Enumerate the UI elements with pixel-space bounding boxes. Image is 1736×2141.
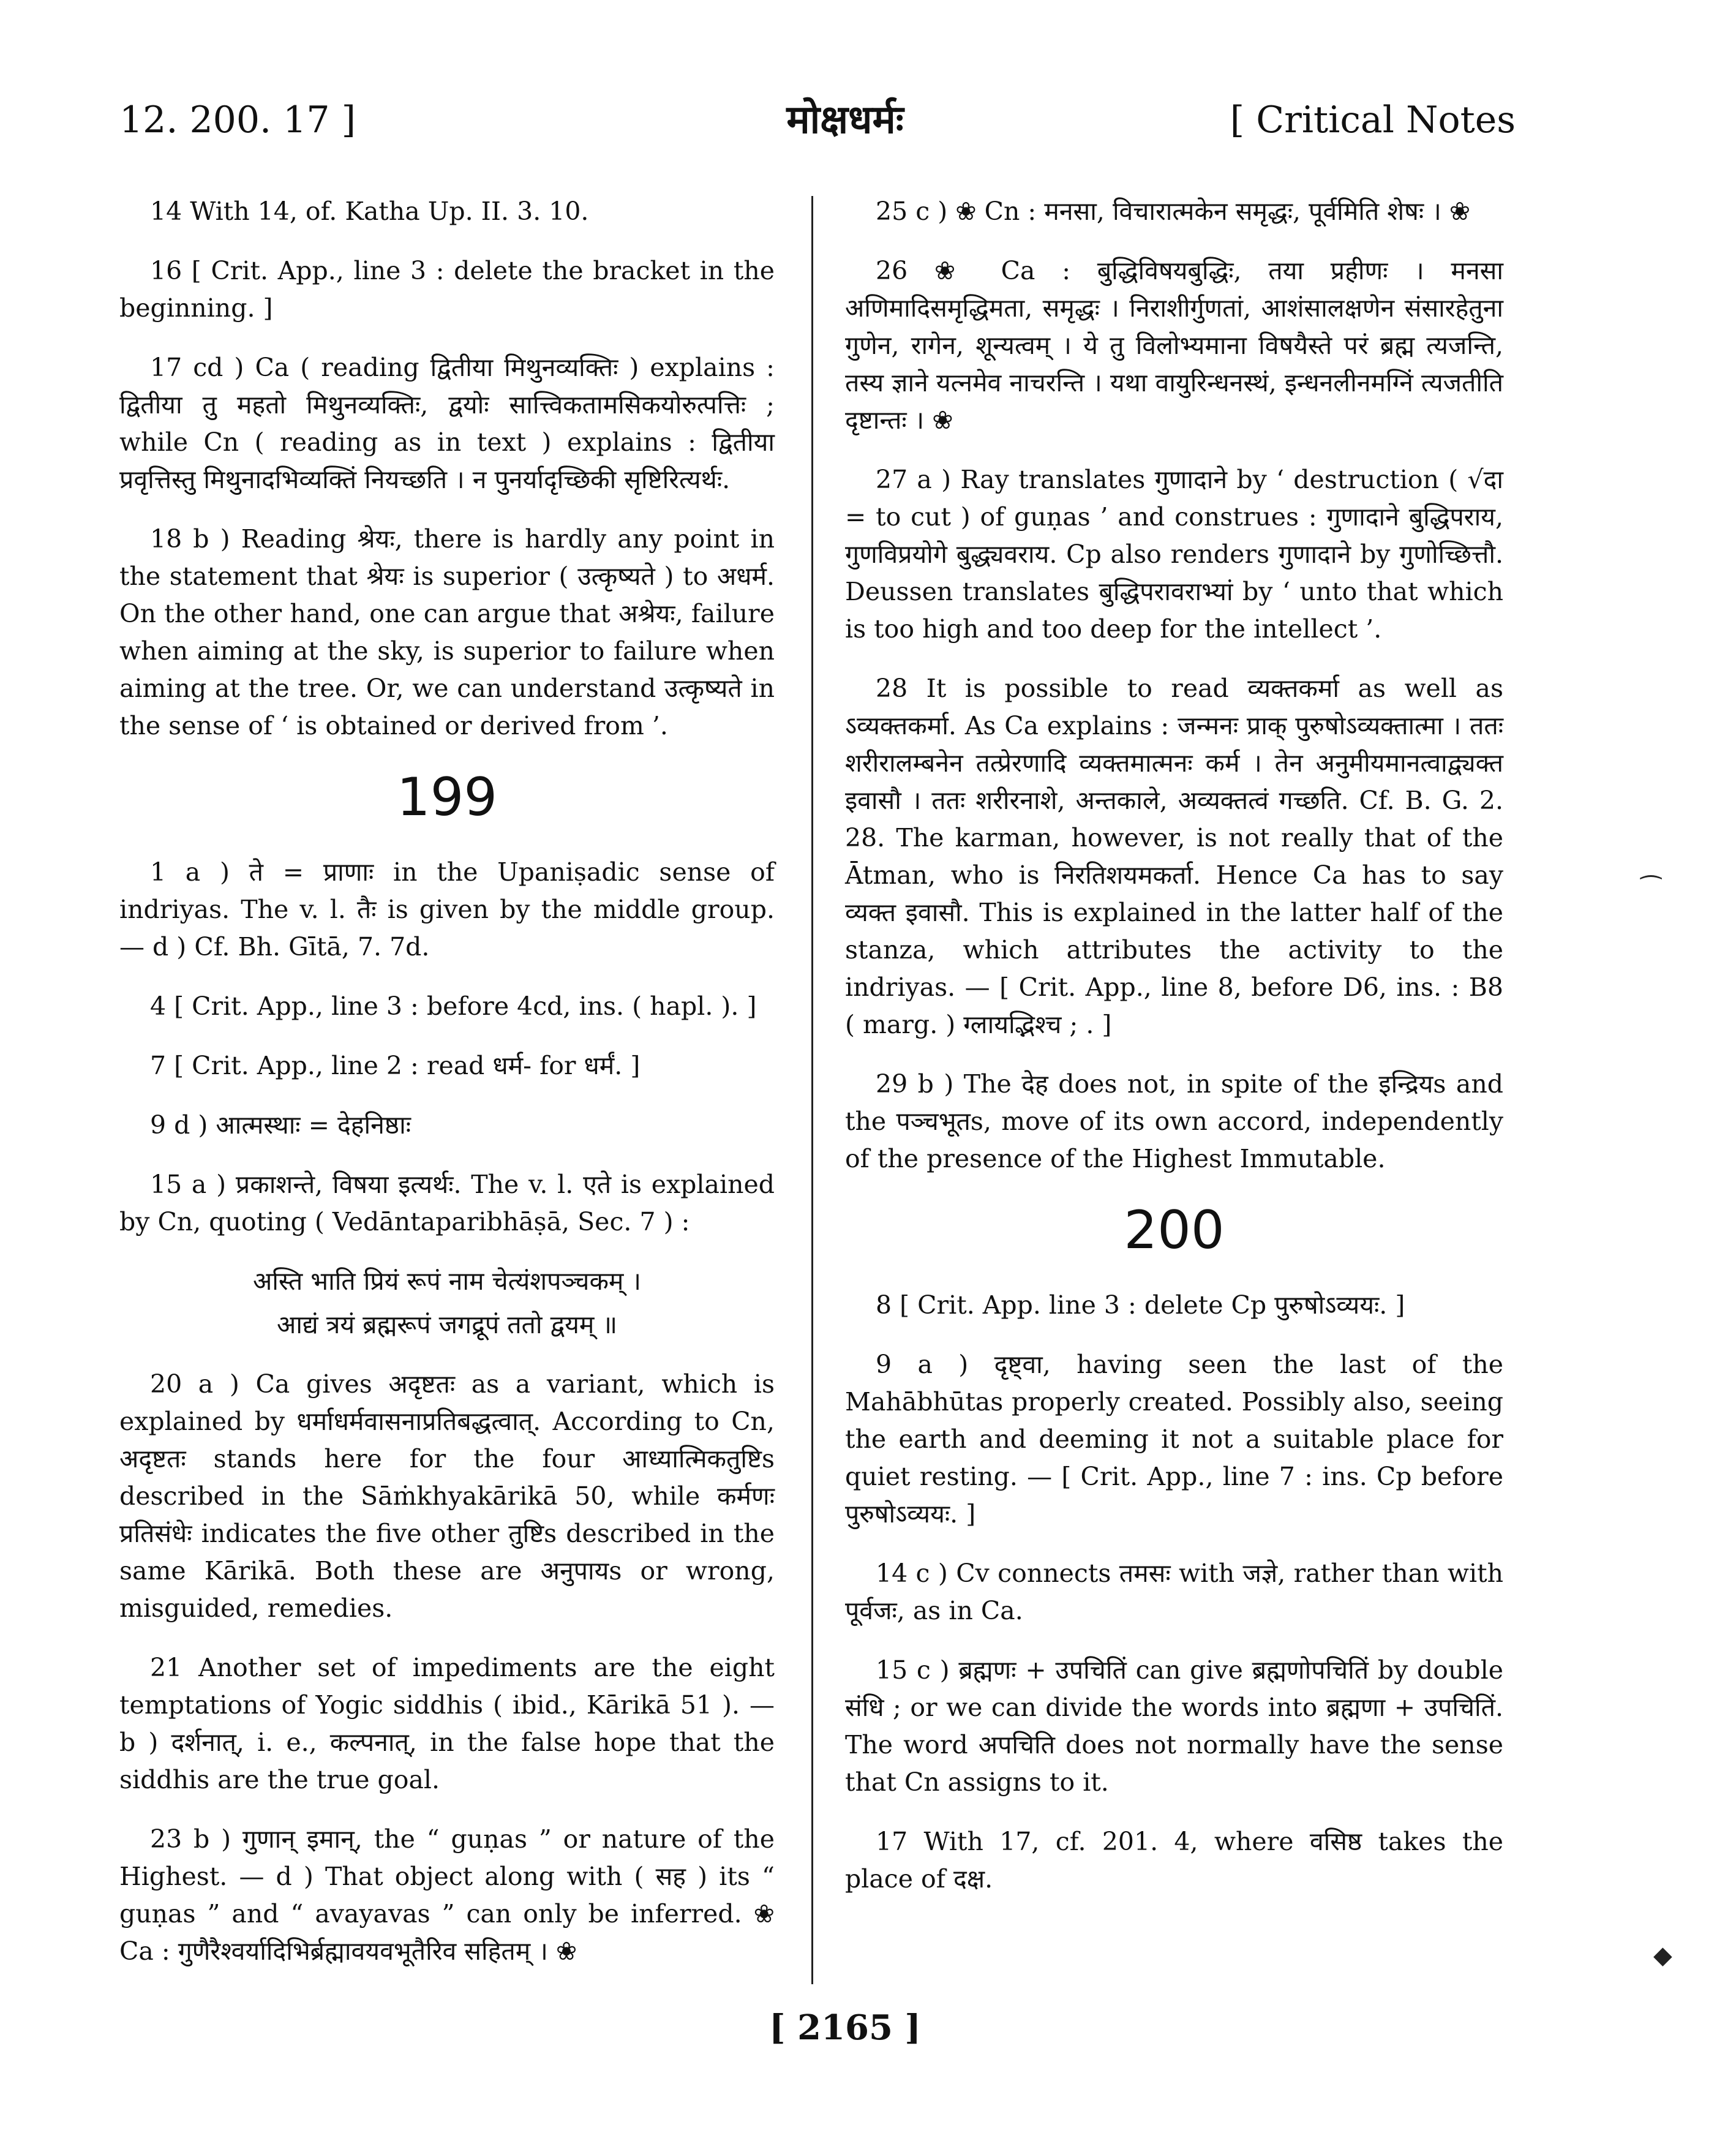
left-note: 18 b ) Reading श्रेयः, there is hardly any point in the statement that श्रेयः is superior ( उत्कृष्यते ) to अधर्म. On the other hand, one can argue that अश्रेयः, failure when aiming at the sky, is superior to failure when aiming at the tree. Or, we can understand उत्कृष्यते in the sense of ‘ is obtained or derived from ’.	[119, 524, 775, 740]
left-column	[119, 193, 775, 1992]
right-note: 9 a ) दृष्ट्वा, having seen the last of the Mahābhūtas properly created. Possibly also, seeing the earth and deeming it not a suitable place for quiet resting. — [ Crit. App., line 7 : ins. Cp before पुरुषोऽव्ययः. ]	[845, 1350, 1503, 1529]
left-note: 20 a ) Ca gives अदृष्टतः as a variant, which is explained by धर्माधर्मवासनाप्रतिबद्धत्वात्. According to Cn, अदृष्टतः stands here for the four आध्यात्मिकतुष्टिs described in the Sāṁkhyakārikā 50, while कर्मणः प्रतिसंधेः indicates the five other तुष्टिs described in the same Kārikā. Both these are अनुपायs or wrong, misguided, remedies.	[119, 1369, 775, 1623]
left-note: 9 d ) आत्मस्थाः = देहनिष्ठाः	[150, 1110, 411, 1140]
left-note: 1 a ) ते = प्राणाः in the Upaniṣadic sense of indriyas. The v. l. तैः is given by the middle group. — d ) Cf. Bh. Gītā, 7. 7d.	[119, 857, 775, 961]
margin-mark: ⁀	[1641, 876, 1661, 904]
right-note: 28 It is possible to read व्यक्तकर्मा as well as ऽव्यक्तकर्मा. As Ca explains : जन्मनः प्राक् पुरुषोऽव्यक्तात्मा । ततः शरीरालम्बनेन तत्प्रेरणादि व्यक्तमात्मनः कर्म । तेन अनुमीयमानत्वाद्व्यक्त इवासौ । ततः शरीरनाशे, अन्तकाले, अव्यक्तत्वं गच्छति. Cf. B. G. 2. 28. The karman, however, is not really that of the Ātman, who is निरतिशयमकर्ता. Hence Ca has to say व्यक्त इवासौ. This is explained in the latter half of the stanza, which attributes the activity to the indriyas. — [ Crit. App., line 8, before D6, ins. : B8 ( marg. ) ग्लायद्भिश्च ; . ]	[845, 674, 1503, 1039]
running-head-section: [ Critical Notes	[1230, 99, 1516, 141]
left-note: 21 Another set of impediments are the eight temptations of Yogic siddhis ( ibid., Kārikā 51 ). — b ) दर्शनात्, i. e., कल्पनात्, in the false hope that the siddhis are the true goal.	[119, 1653, 775, 1794]
left-verse	[119, 1263, 775, 1344]
right-note: 17 With 17, cf. 201. 4, where वसिष्ठ takes the place of दक्ष.	[845, 1827, 1503, 1894]
left-note: 15 a ) प्रकाशन्ते, विषया इत्यर्थः. The v. l. एते is explained by Cn, quoting ( Vedāntaparibhāṣā, Sec. 7 ) :	[119, 1170, 775, 1236]
margin-mark: ◆	[1653, 1941, 1672, 1970]
section-heading: 199	[396, 767, 498, 828]
right-note: 29 b ) The देह does not, in spite of the इन्द्रियs and the पञ्चभूतs, move of its own accord, independently of the presence of the Highest Immutable.	[845, 1069, 1503, 1173]
running-head-title: मोक्षधर्मः	[786, 97, 904, 143]
right-note: 26 ❀ Ca : बुद्धिविषयबुद्धिः, तया प्रहीणः । मनसा अणिमादिसमृद्धिमता, समृद्धः । निराशीर्गुणतां, आशंसालक्षणेन संसारहेतुना गुणेन, रागेन, शून्यत्वम् । ये तु विलोभ्यमाना विषयैस्ते परं ब्रह्म त्यजन्ति, तस्य ज्ञाने यत्नमेव नाचरन्ति । यथा वायुरिन्धनस्थं, इन्धनलीनमग्निं त्यजतीति दृष्टान्तः । ❀	[845, 256, 1503, 435]
column-divider	[811, 196, 813, 1984]
right-column	[845, 193, 1503, 1920]
right-note: 14 c ) Cv connects तमसः with जज्ञे, rather than with पूर्वजः, as in Ca.	[845, 1559, 1503, 1625]
left-note: 4 [ Crit. App., line 3 : before 4cd, ins. ( hapl. ). ]	[150, 991, 757, 1021]
left-note: 14 With 14, of. Katha Up. II. 3. 10.	[150, 197, 589, 226]
left-note: 16 [ Crit. App., line 3 : delete the bracket in the beginning. ]	[119, 256, 775, 323]
left-note: 23 b ) गुणान् इमान्, the “ guṇas ” or nature of the Highest. — d ) That object along with ( सह ) its “ guṇas ” and “ avayavas ” can only be inferred. ❀ Ca : गुणैरैश्वर्यादिभिर्ब्रह्मावयवभूतैरिव सहितम् । ❀	[119, 1824, 775, 1966]
right-note: 27 a ) Ray translates गुणादाने by ‘ destruction ( √दा = to cut ) of guṇas ’ and construes : गुणादाने बुद्धिपराय, गुणविप्रयोगे बुद्ध्यवराय. Cp also renders गुणादाने by गुणोच्छित्तौ. Deussen translates बुद्धिपरावराभ्यां by ‘ unto that which is too high and too deep for the intellect ’.	[845, 465, 1503, 644]
verse-line: अस्ति भाति प्रियं रूपं नाम चेत्यंशपञ्चकम् ।	[252, 1266, 642, 1296]
right-note: 8 [ Crit. App. line 3 : delete Cp पुरुषोऽव्ययः. ]	[876, 1290, 1405, 1320]
left-note: 17 cd ) Ca ( reading द्वितीया मिथुनव्यक्तिः ) explains : द्वितीया तु महतो मिथुनव्यक्तिः, द्वयोः सात्त्विकतामसिकयोरुत्पत्तिः ; while Cn ( reading as in text ) explains : द्वितीया प्रवृत्तिस्तु मिथुनादभिव्यक्तिं नियच्छति । न पुनर्यादृच्छिकी सृष्टिरित्यर्थः.	[119, 353, 775, 494]
page-number: [ 2165 ]	[769, 2007, 921, 2048]
right-note: 25 c ) ❀ Cn : मनसा, विचारात्मकेन समृद्धः, पूर्वमिति शेषः । ❀	[876, 197, 1471, 226]
verse-line: आद्यं त्रयं ब्रह्मरूपं जगद्रूपं ततो द्वयम् ॥	[276, 1310, 618, 1339]
left-note: 7 [ Crit. App., line 2 : read धर्म- for धर्मं. ]	[150, 1051, 641, 1080]
section-heading: 200	[1124, 1200, 1225, 1261]
running-head-reference: 12. 200. 17 ]	[119, 99, 356, 141]
right-note: 15 c ) ब्रह्मणः + उपचितिं can give ब्रह्मणोपचितिं by double संधि ; or we can divide the words into ब्रह्मणा + उपचितिं. The word अपचिति does not normally have the sense that Cn assigns to it.	[845, 1655, 1503, 1797]
